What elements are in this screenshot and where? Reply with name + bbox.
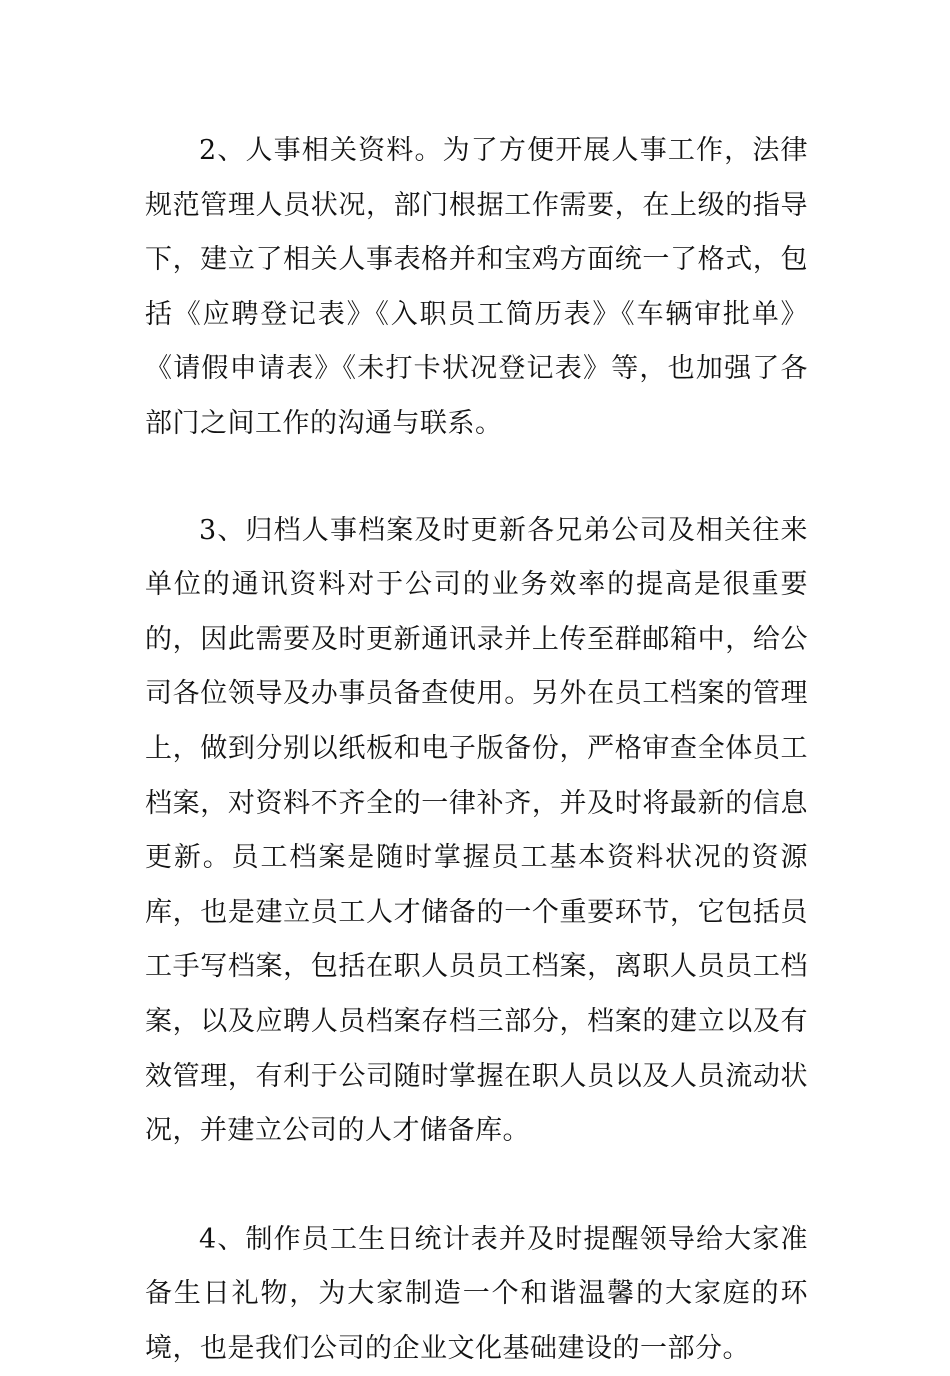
paragraph-personnel-materials: 2、人事相关资料。为了方便开展人事工作，法律规范管理人员状况，部门根据工作需要，在上级的指导下，建立了相关人事表格并和宝鸡方面统一了格式，包括《应聘登记表》《入职员工简历表》《车辆审批单》《请假申请表》《未打卡状况登记表》等，也加强了各部门之间工作的沟通与联系。	[145, 135, 808, 439]
paragraph-birthday-statistics: 4、制作员工生日统计表并及时提醒领导给大家准备生日礼物，为大家制造一个和谐温馨的大家庭的环境，也是我们公司的企业文化基础建设的一部分。	[145, 1223, 808, 1364]
document-body	[145, 124, 808, 1376]
paragraph-personnel-archives: 3、归档人事档案及时更新各兄弟公司及相关往来单位的通讯资料对于公司的业务效率的提高是很重要的，因此需要及时更新通讯录并上传至群邮箱中，给公司各位领导及办事员备查使用。另外在员工档案的管理上，做到分别以纸板和电子版备份，严格审查全体员工档案，对资料不齐全的一律补齐，并及时将最新的信息更新。员工档案是随时掌握员工基本资料状况的资源库，也是建立员工人才储备的一个重要环节，它包括员工手写档案，包括在职人员员工档案，离职人员员工档案，以及应聘人员档案存档三部分，档案的建立以及有效管理，有利于公司随时掌握在职人员以及人员流动状况，并建立公司的人才储备库。	[145, 514, 808, 1147]
